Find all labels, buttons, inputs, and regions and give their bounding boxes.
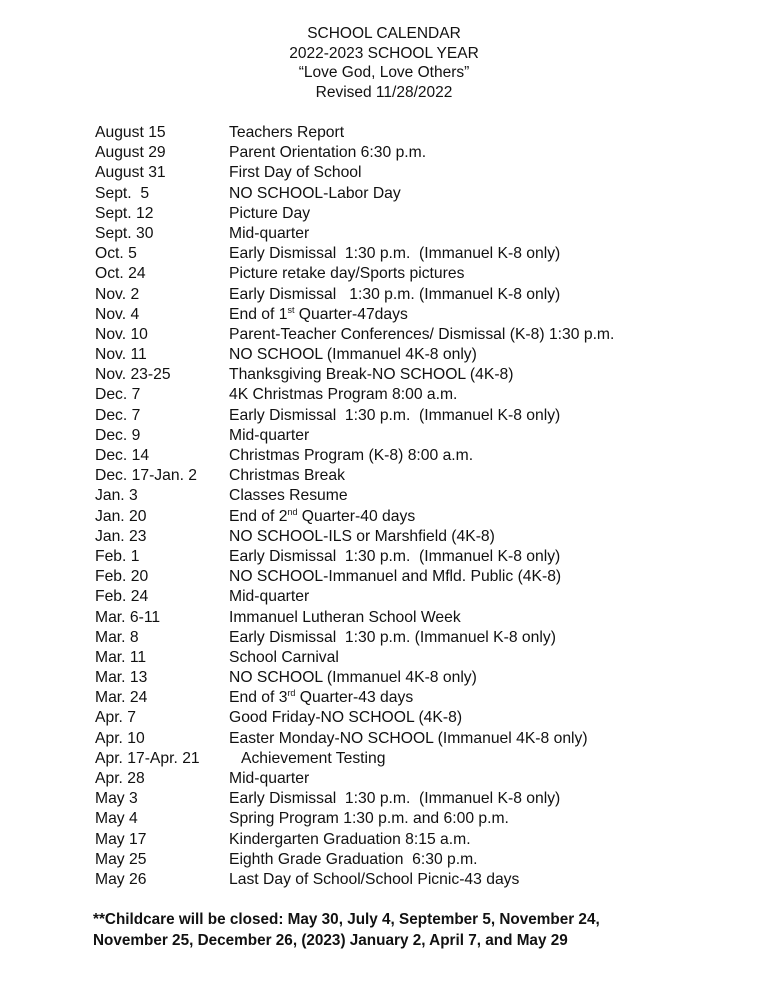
event-description: Parent-Teacher Conferences/ Dismissal (K-8) 1:30 p.m. (229, 325, 615, 343)
event-description (229, 507, 415, 527)
event-date: August 29 (95, 144, 166, 162)
event-description: Achievement Testing (241, 749, 386, 767)
event-row (95, 184, 755, 204)
event-row (95, 123, 755, 143)
event-date: May 3 (95, 790, 138, 808)
event-date: Dec. 7 (95, 386, 141, 404)
event-row (95, 749, 755, 769)
event-date: Dec. 9 (95, 426, 141, 444)
event-row (95, 204, 755, 224)
event-date: Feb. 20 (95, 568, 149, 586)
event-description: Christmas Program (K-8) 8:00 a.m. (229, 447, 474, 464)
event-date: August 31 (95, 164, 166, 182)
event-description: Classes Resume (229, 487, 348, 505)
event-date: Nov. 2 (95, 285, 140, 303)
event-row (95, 466, 755, 486)
event-row (95, 224, 755, 244)
event-row (95, 830, 755, 850)
event-description-text: End of 3 (229, 689, 288, 707)
event-description: Early Dismissal 1:30 p.m. (Immanuel K-8 only) (229, 245, 561, 263)
school-year: 2022-2023 SCHOOL YEAR (289, 44, 479, 62)
event-row (95, 870, 755, 890)
event-description: Picture Day (229, 204, 311, 222)
event-row (95, 567, 755, 587)
calendar-header (0, 24, 768, 102)
event-row (95, 628, 755, 648)
event-row (95, 668, 755, 688)
event-date: Jan. 3 (95, 487, 138, 505)
event-date: May 17 (95, 830, 147, 848)
event-description: Early Dismissal 1:30 p.m. (Immanuel K-8 only) (229, 628, 556, 646)
event-date: Mar. 13 (95, 669, 148, 687)
event-date: Dec. 7 (95, 406, 141, 424)
event-row (95, 385, 755, 405)
event-row (95, 507, 755, 527)
event-description: NO SCHOOL-Labor Day (229, 184, 401, 202)
event-date: Nov. 23-25 (95, 366, 171, 384)
event-description: NO SCHOOL-ILS or Marshfield (4K-8) (229, 527, 495, 545)
event-date: Oct. 5 (95, 245, 137, 263)
event-description (229, 305, 408, 325)
revised-date: Revised 11/28/2022 (315, 83, 453, 101)
event-description: Early Dismissal 1:30 p.m. (Immanuel K-8 only) (229, 547, 561, 565)
event-row (95, 345, 755, 365)
event-description: 4K Christmas Program 8:00 a.m. (229, 386, 458, 404)
event-description: Spring Program 1:30 p.m. and 6:00 p.m. (229, 810, 509, 828)
event-description: Early Dismissal 1:30 p.m. (Immanuel K-8 only) (229, 790, 561, 808)
event-row (95, 587, 755, 607)
event-description: Picture retake day/Sports pictures (229, 265, 465, 283)
event-date: Dec. 17-Jan. 2 (95, 467, 198, 485)
event-date: May 25 (95, 850, 147, 868)
event-description: Mid-quarter (229, 224, 310, 242)
event-row (95, 163, 755, 183)
event-date: Mar. 11 (95, 648, 147, 666)
event-description: Immanuel Lutheran School Week (229, 608, 461, 626)
event-row (95, 143, 755, 163)
event-description: Mid-quarter (229, 426, 310, 444)
event-row (95, 608, 755, 628)
childcare-note-line-1: **Childcare will be closed: May 30, July 4, September 5, November 24, (93, 911, 600, 928)
event-description-text: Quarter-40 days (297, 507, 416, 525)
event-description: NO SCHOOL-Immanuel and Mfld. Public (4K-8) (229, 568, 562, 586)
event-row (95, 547, 755, 567)
event-description: Mid-quarter (229, 588, 310, 606)
event-row (95, 285, 755, 305)
event-row (95, 648, 755, 668)
event-row (95, 486, 755, 506)
event-row (95, 365, 755, 385)
event-list (95, 123, 755, 890)
event-row (95, 769, 755, 789)
event-row (95, 244, 755, 264)
event-date: Jan. 20 (95, 507, 147, 525)
event-description (229, 688, 413, 708)
event-date: Sept. 12 (95, 204, 154, 222)
event-date: May 4 (95, 810, 138, 828)
event-description: Good Friday-NO SCHOOL (4K-8) (229, 709, 463, 727)
event-date: Nov. 10 (95, 325, 148, 343)
event-description-text: Quarter-47days (294, 305, 408, 323)
ordinal-suffix: nd (287, 506, 298, 517)
event-date: Feb. 24 (95, 588, 149, 606)
event-row (95, 527, 755, 547)
event-description: Early Dismissal 1:30 p.m. (Immanuel K-8 only) (229, 285, 561, 303)
event-date: Dec. 14 (95, 447, 150, 464)
event-description: Easter Monday-NO SCHOOL (Immanuel 4K-8 only) (229, 729, 588, 747)
childcare-note-line-2: November 25, December 26, (2023) January 2, April 7, and May 29 (93, 932, 568, 949)
event-description: Teachers Report (229, 124, 345, 141)
event-row (95, 426, 755, 446)
event-row (95, 809, 755, 829)
event-date: Sept. 30 (95, 224, 154, 242)
event-description: Mid-quarter (229, 770, 310, 787)
event-row (95, 729, 755, 749)
ordinal-suffix: st (287, 304, 295, 315)
event-description-text: End of 1 (229, 305, 288, 323)
event-description: First Day of School (229, 164, 362, 182)
event-date: Apr. 10 (95, 729, 145, 747)
event-date: Nov. 4 (95, 305, 140, 323)
event-description-text: Quarter-43 days (295, 689, 414, 707)
event-row (95, 406, 755, 426)
event-description-text: End of 2 (229, 507, 288, 525)
event-date: Apr. 17-Apr. 21 (95, 749, 200, 767)
event-description: School Carnival (229, 648, 339, 666)
event-row (95, 688, 755, 708)
childcare-note (93, 909, 753, 951)
event-date: May 26 (95, 870, 147, 888)
calendar-title: SCHOOL CALENDAR (307, 25, 461, 42)
event-description: NO SCHOOL (Immanuel 4K-8 only) (229, 346, 477, 364)
event-row (95, 305, 755, 325)
event-date: August 15 (95, 124, 166, 141)
event-date: Apr. 28 (95, 770, 145, 787)
event-description: Kindergarten Graduation 8:15 a.m. (229, 830, 471, 848)
event-row (95, 789, 755, 809)
event-row (95, 850, 755, 870)
event-date: Apr. 7 (95, 709, 136, 727)
event-date: Feb. 1 (95, 547, 140, 565)
event-date: Nov. 11 (95, 346, 147, 364)
event-description: Early Dismissal 1:30 p.m. (Immanuel K-8 only) (229, 406, 561, 424)
event-description: Christmas Break (229, 467, 345, 485)
event-date: Mar. 24 (95, 689, 148, 707)
school-motto: “Love God, Love Others” (298, 64, 470, 81)
event-date: Mar. 8 (95, 628, 139, 646)
event-row (95, 708, 755, 728)
event-row (95, 264, 755, 284)
event-date: Sept. 5 (95, 184, 150, 202)
event-description: Last Day of School/School Picnic-43 days (229, 870, 520, 888)
event-date: Mar. 6-11 (95, 608, 161, 626)
event-description: Thanksgiving Break-NO SCHOOL (4K-8) (229, 366, 514, 384)
event-date: Jan. 23 (95, 527, 147, 545)
event-date: Oct. 24 (95, 265, 146, 283)
event-description: NO SCHOOL (Immanuel 4K-8 only) (229, 669, 477, 687)
event-row (95, 446, 755, 466)
event-row (95, 325, 755, 345)
ordinal-suffix: rd (287, 688, 296, 699)
event-description: Parent Orientation 6:30 p.m. (229, 144, 427, 162)
event-description: Eighth Grade Graduation 6:30 p.m. (229, 850, 478, 868)
